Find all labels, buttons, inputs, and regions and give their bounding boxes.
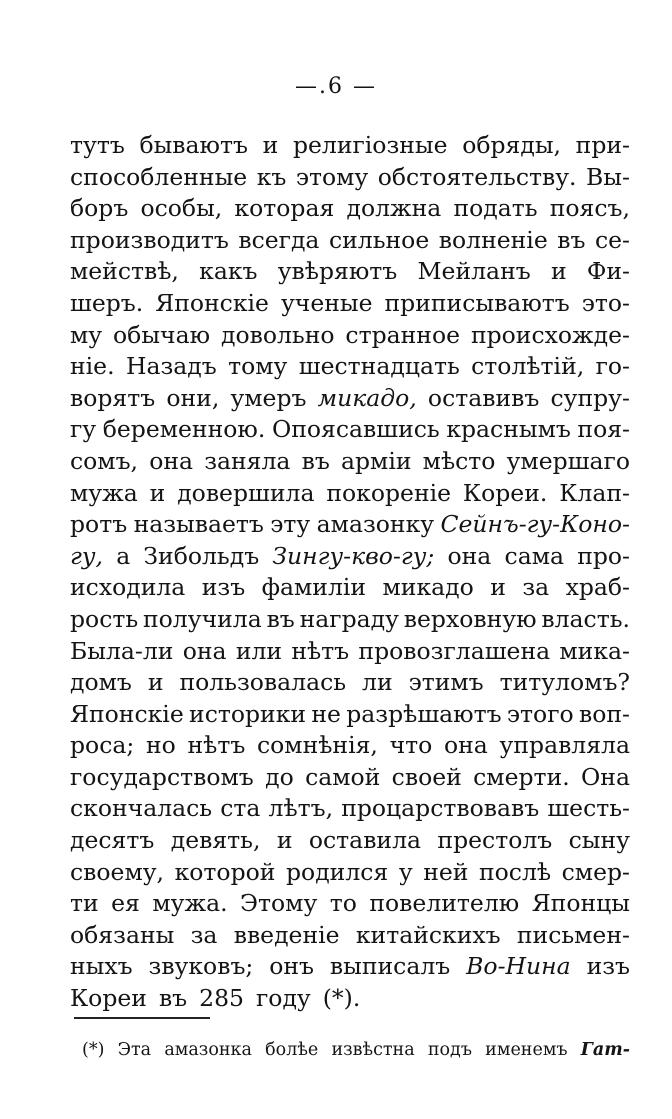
text-line [70,983,630,1015]
word: ротъ [70,510,128,539]
word: то [329,889,357,918]
word: шестнадцать [298,352,460,381]
word: сомъ, [70,446,139,475]
word: за [190,920,218,949]
word: которой [174,857,276,886]
word: исходила [70,573,186,602]
word: Этому [240,889,318,918]
word: получила [143,604,262,633]
text-line [70,604,630,636]
word: мействѣ, [70,257,179,286]
word: Фи- [586,257,630,286]
word: Сейнъ-гу-Коно- [440,510,630,539]
text-line [70,383,630,415]
word: они, [166,383,220,412]
word: называетъ [133,510,264,539]
word: довольно [220,320,335,349]
text-line [70,478,630,510]
word: оставила [308,826,422,855]
word: столѣтій, [471,352,585,381]
word: Кореи. [462,478,548,507]
word: ней [423,857,469,886]
word: увѣряютъ [277,257,398,286]
word: верховную [403,604,537,633]
word: въ [158,984,188,1013]
word: скончалась [70,794,213,823]
word: Кореи [70,984,147,1013]
word: приписываютъ [384,288,570,317]
word: Она [581,762,630,791]
word: звуковъ; [148,952,254,981]
text-line [70,414,630,446]
word: у [398,857,413,886]
word: оставивъ [427,383,540,412]
word: и [550,257,567,286]
word: Назадъ [125,352,217,381]
word: нѣтъ [187,731,246,760]
word: повелителю [369,889,520,918]
word: пользовалась [179,668,347,697]
word: эту [270,510,311,539]
word: Вы- [586,162,630,191]
word: умершаго [506,446,630,475]
word: этому [295,162,369,191]
word: ея [111,889,140,918]
word: этого [506,699,574,728]
word: Японцы [531,889,630,918]
word: мѣсто [422,446,496,475]
word: сыну [568,826,630,855]
word: производитъ [70,225,229,254]
text-line [70,793,630,825]
word: мика- [559,636,630,665]
word: гу [70,415,97,444]
word: что [389,731,433,760]
word: микадо [382,573,474,602]
text-line [70,699,630,731]
word: ста [220,794,261,823]
word: какъ [199,257,258,286]
word: мужа [70,478,138,507]
word: и [149,478,166,507]
word: гу, [70,541,103,570]
word: амазонку [316,510,435,539]
text-line [70,446,630,478]
word: смер- [561,857,630,886]
word: это- [581,288,630,317]
text-line [70,762,630,794]
word: за [522,573,550,602]
word: ворятъ [70,383,156,412]
word: происхожде- [470,320,630,349]
text-line [70,162,630,194]
word: сама [504,541,564,570]
word: разрѣшаютъ [346,699,502,728]
text-line [70,572,630,604]
footnote-word: болѣе [265,1040,319,1060]
word: введеніе [233,920,340,949]
word: 285 [199,984,244,1013]
word: изъ [201,573,246,602]
word: ныхъ [70,952,133,981]
word: она [149,446,194,475]
text-line [70,825,630,857]
word: выписалъ [329,952,451,981]
word: го- [595,352,630,381]
word: се- [594,225,630,254]
text-line [70,320,630,352]
word: заняла [204,446,291,475]
word: въ [266,604,295,633]
text-line [70,256,630,288]
word: храб- [565,573,630,602]
word: подать [453,194,538,223]
footnote-word: извѣстна [331,1040,415,1060]
text-line [70,857,630,889]
word: волненіе [438,225,548,254]
word: беременною. [102,415,266,444]
word: своей [391,762,462,791]
page-number: —.6 — [295,74,377,99]
word: тутъ [70,131,125,159]
word: шесть- [547,794,630,823]
word: Японскіе [70,699,184,728]
text-line [70,130,630,162]
word: умеръ [230,383,307,412]
word: покореніе [326,478,452,507]
word: родился [286,857,389,886]
text-line [70,920,630,952]
word: десятъ [70,826,155,855]
text-line [70,667,630,699]
text-line [70,636,630,668]
word: провозглашена [358,636,551,665]
word: религіозные [292,131,448,159]
word: микадо, [317,383,417,412]
word: ученые [280,288,373,317]
word: нѣтъ [291,636,350,665]
word: государствомъ [70,762,254,791]
word: домъ [70,668,132,697]
word: девять, [170,826,261,855]
footnote-word: именемъ [485,1040,568,1060]
word: китайскихъ [355,920,501,949]
word: Мейланъ [417,257,531,286]
body-text [70,130,630,1015]
footnote-word: Гат- [580,1040,630,1060]
word: Зингу-кво-гу; [272,541,435,570]
word: она [447,541,492,570]
word: Японскіе [155,288,269,317]
word: Зибольдъ [143,541,260,570]
word: тому [228,352,288,381]
word: и [490,573,506,602]
word: странное [345,320,461,349]
word: своему, [70,857,165,886]
word: краснымъ [446,415,571,444]
word: награду [299,604,399,633]
word: Опоясавшись [271,415,440,444]
word: должна [346,194,442,223]
footnote-word: (*) [82,1040,105,1060]
word: ти [70,889,99,918]
word: шеръ. [70,288,144,317]
word: поя- [577,415,630,444]
word: особы, [140,194,223,223]
word: онъ [269,952,314,981]
word: про- [577,541,630,570]
text-line [70,951,630,983]
word: при- [575,131,630,159]
word: супру- [550,383,630,412]
word: (*). [322,984,361,1013]
word: обряды, [462,131,562,159]
word: арміи [340,446,412,475]
text-line [70,888,630,920]
word: бываютъ [139,131,248,159]
word: изъ [586,952,630,981]
word: или [235,636,283,665]
word: способленные [70,162,248,191]
word: Во-Нина [466,952,571,981]
word: престолъ [437,826,553,855]
word: фамиліи [261,573,367,602]
word: всегда [238,225,320,254]
word: въ [301,446,330,475]
word: которая [234,194,335,223]
word: му [70,320,103,349]
word: рость [70,604,139,633]
text-line [70,193,630,225]
word: Была-ли [70,636,174,665]
footnote-word: амазонка [164,1040,252,1060]
text-line [70,225,630,257]
word: а [116,541,131,570]
word: до [265,762,294,791]
word: этимъ [408,668,484,697]
word: процарствовавъ [341,794,540,823]
text-line [70,351,630,383]
word: ли [362,668,393,697]
word: титуломъ? [499,668,630,697]
word: роса; [70,731,135,760]
text-line [70,730,630,762]
footnote-word: подъ [427,1040,472,1060]
word: управляла [499,731,630,760]
word: смерти. [473,762,570,791]
word: она [444,731,488,760]
word: ніе. [70,352,115,381]
word: сомнѣнія, [257,731,378,760]
word: году [256,984,311,1013]
word: довершила [177,478,315,507]
text-line [70,541,630,573]
word: сильное [328,225,430,254]
word: и [262,131,279,159]
word: послѣ [479,857,552,886]
word: и [276,826,293,855]
text-line [70,509,630,541]
word: боръ [70,194,129,223]
word: поясъ, [549,194,630,223]
word: къ [256,162,287,191]
word: письмен- [516,920,630,949]
word: лѣтъ, [268,794,334,823]
word: историки [189,699,307,728]
text-line [70,288,630,320]
footnote-separator [74,1017,210,1019]
word: обязаны [70,920,175,949]
word: обстоятельству. [377,162,577,191]
word: власть. [541,604,630,633]
word: Клап- [559,478,630,507]
word: она [182,636,227,665]
footnote-word: Эта [117,1040,152,1060]
word: въ [557,225,586,254]
word: самой [305,762,381,791]
word: обычаю [113,320,211,349]
word: мужа. [152,889,228,918]
footnote [82,1040,630,1060]
word: не [311,699,341,728]
word: но [145,731,176,760]
word: и [147,668,164,697]
word: воп- [578,699,630,728]
